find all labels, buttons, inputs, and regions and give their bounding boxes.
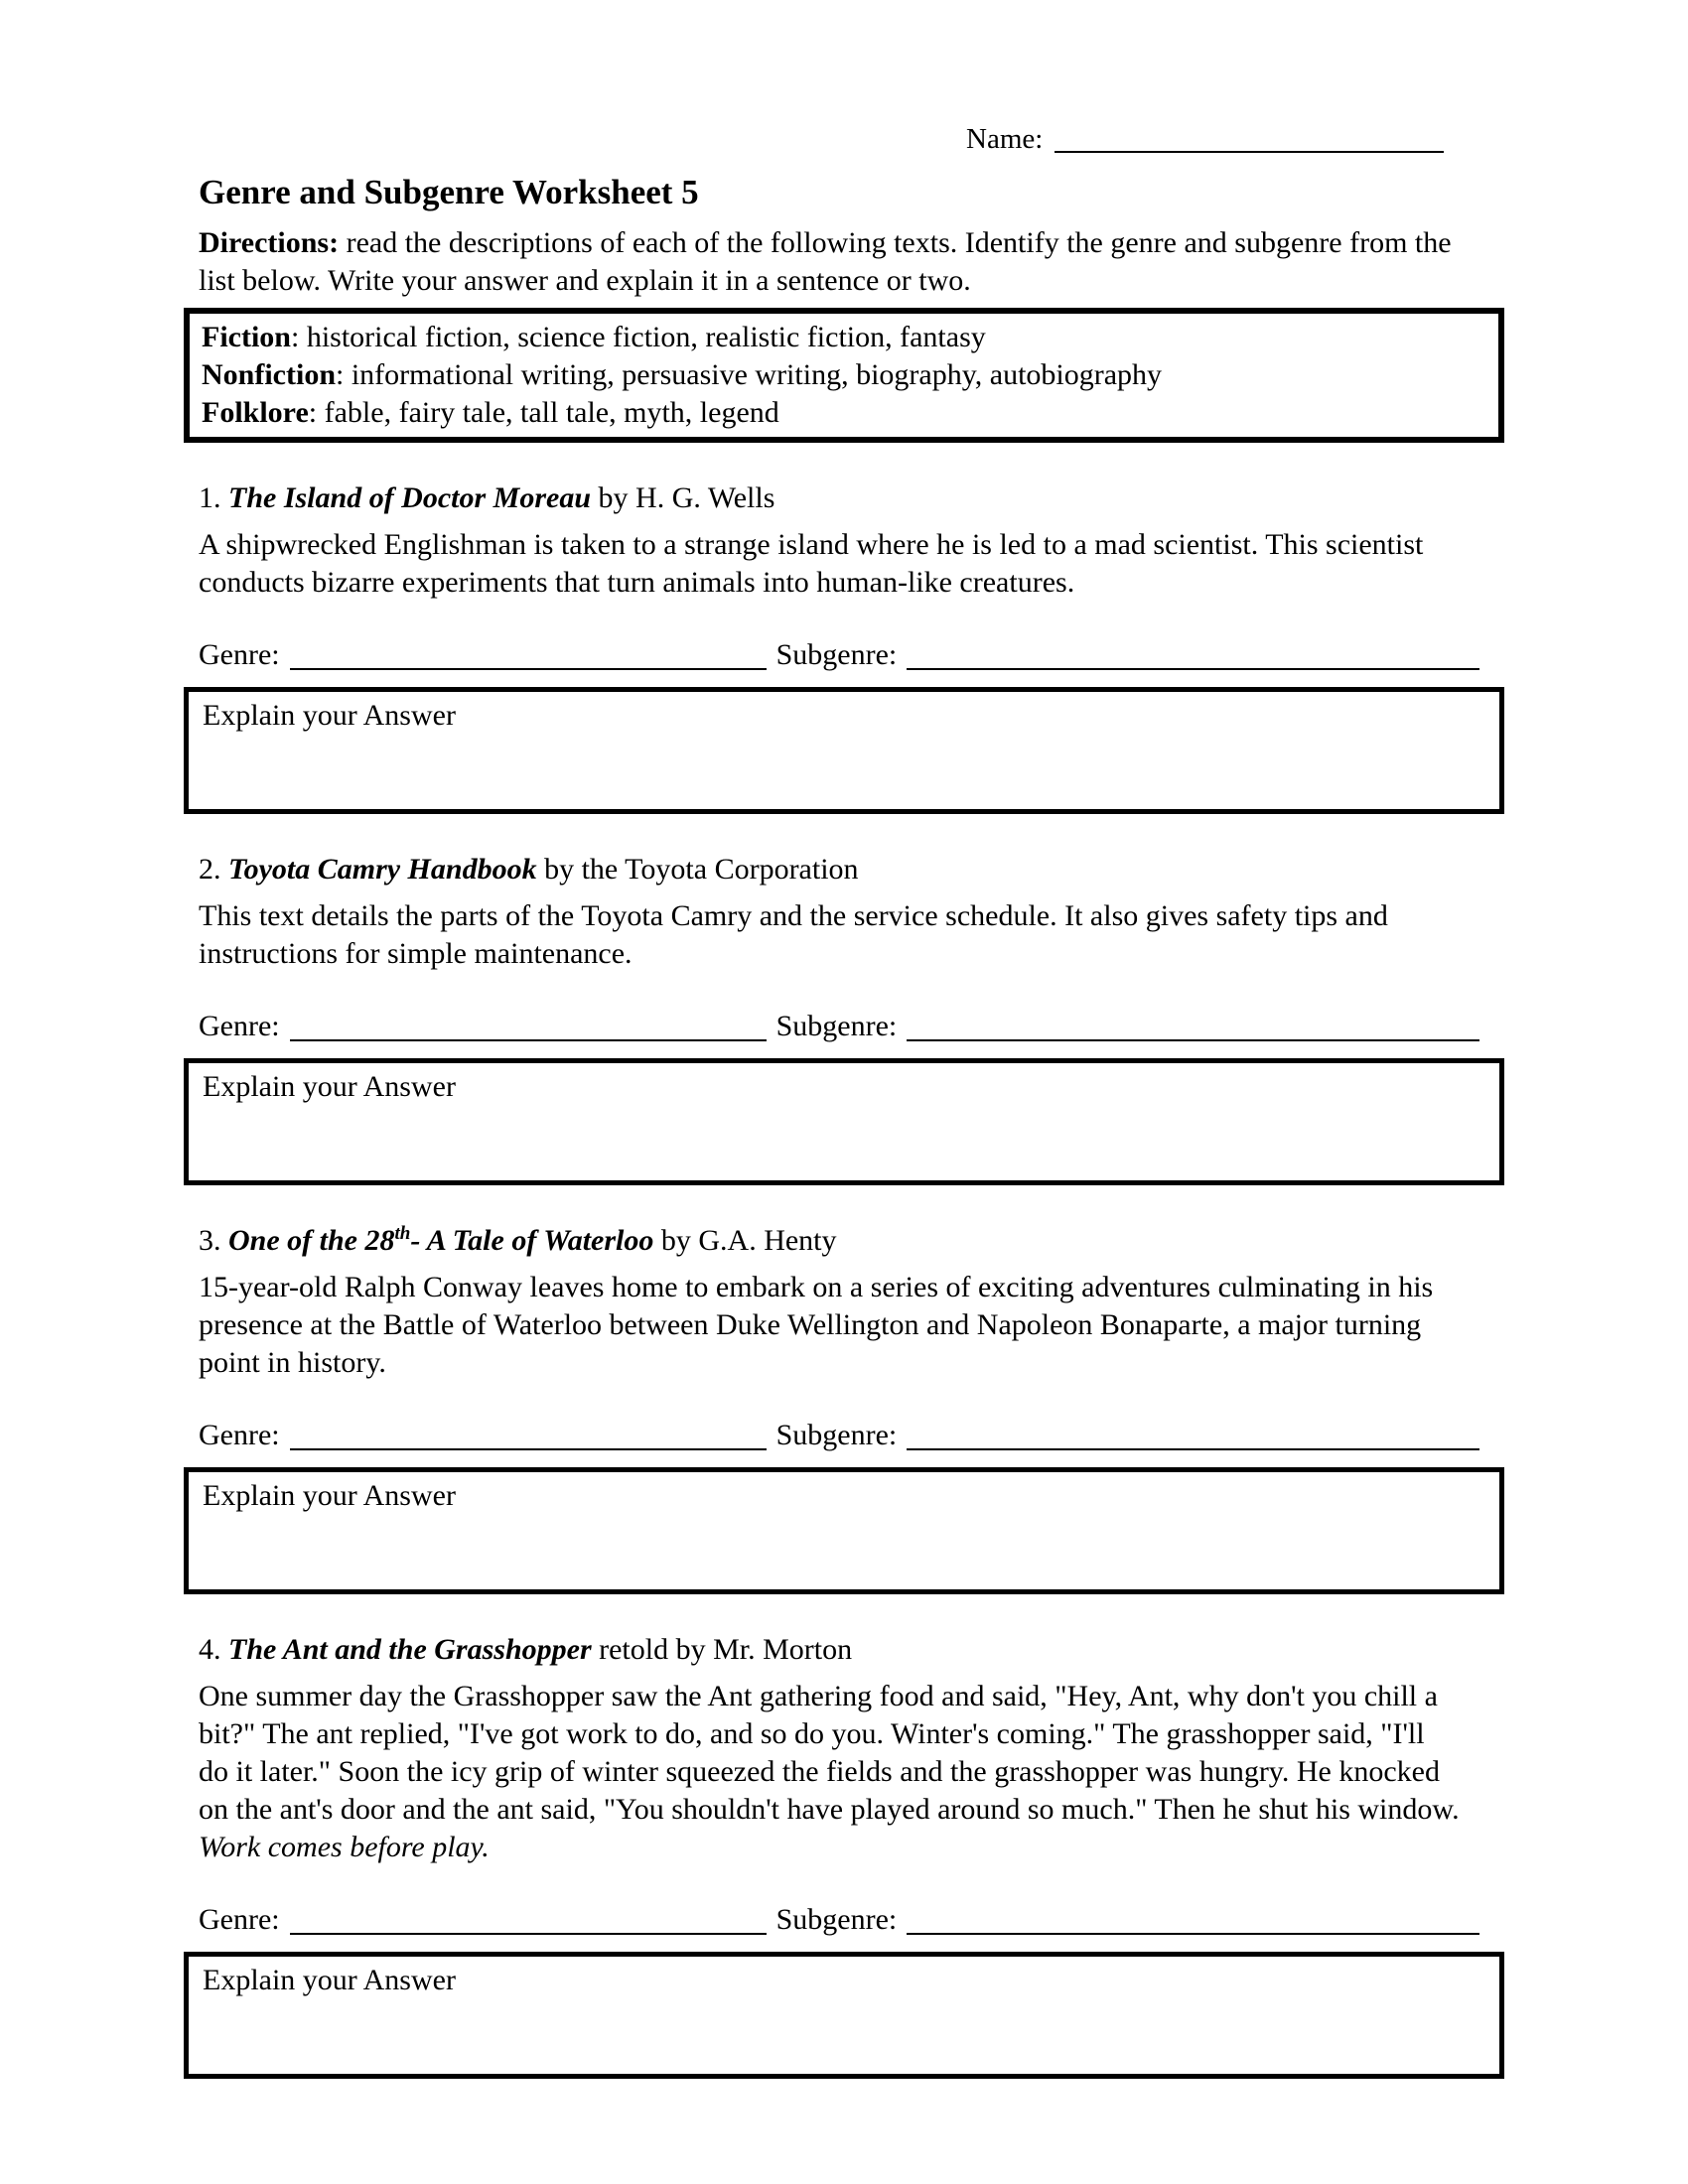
subgenre-label: Subgenre:	[775, 1010, 898, 1042]
question-3-book-title: One of the 28	[228, 1224, 395, 1257]
question-1-title	[184, 478, 1504, 518]
question-3-byline: by G.A. Henty	[653, 1224, 837, 1257]
question-3-description	[184, 1269, 1504, 1382]
question-4-byline: retold by Mr. Morton	[591, 1633, 853, 1666]
worksheet-content	[184, 0, 1504, 2079]
question-1-description-text: A shipwrecked Englishman is taken to a strange island where he is led to a mad scientist. This scientist conducts bizarre experiments that turn animals into human-like creatures.	[199, 528, 1424, 599]
genre-answer-line[interactable]	[290, 1448, 767, 1450]
question-4-explain-box[interactable]	[184, 1952, 1504, 2079]
subgenre-answer-line[interactable]	[907, 1039, 1479, 1041]
question-4-description-text: One summer day the Grasshopper saw the Ant gathering food and said, "Hey, Ant, why don't you chill a bit?" The ant replied, "I've got work to do, and so do you. Winter's coming." The grasshopper said, "I'll do it later." Soon the icy grip of winter squeezed the fields and the grasshopper was hungry. He knocked on the ant's door and the ant said, "You shouldn't have played around so much." Then he shut his window.	[199, 1680, 1460, 1826]
explain-label: Explain your Answer	[203, 1964, 456, 1996]
question-3-answer-row	[184, 1418, 1504, 1453]
genre-box-row-folklore	[202, 394, 1486, 432]
subgenre-answer-line[interactable]	[907, 668, 1479, 670]
question-4-title	[184, 1630, 1504, 1670]
question-3-description-text: 15-year-old Ralph Conway leaves home to embark on a series of exciting adventures culminating in his presence at the Battle of Waterloo between Duke Wellington and Napoleon Bonaparte, a major turning point in history.	[199, 1271, 1434, 1379]
question-2-description-text: This text details the parts of the Toyota Camry and the service schedule. It also gives safety tips and instructions for simple maintenance.	[199, 899, 1388, 970]
question-4	[184, 1630, 1504, 2079]
subgenre-answer-line[interactable]	[907, 1933, 1479, 1935]
genre-answer-line[interactable]	[290, 1039, 767, 1041]
explain-label: Explain your Answer	[203, 699, 456, 732]
genre-reference-box	[184, 308, 1504, 443]
genre-answer-line[interactable]	[290, 668, 767, 670]
question-3-explain-box[interactable]	[184, 1467, 1504, 1594]
name-blank-line[interactable]	[1055, 151, 1444, 153]
question-3-number: 3.	[199, 1224, 228, 1257]
question-2-answer-row	[184, 1009, 1504, 1044]
question-3	[184, 1221, 1504, 1594]
question-4-description-italic: Work comes before play.	[199, 1831, 490, 1863]
question-2-number: 2.	[199, 853, 228, 886]
subgenre-label: Subgenre:	[775, 1419, 898, 1451]
folklore-term: Folklore	[202, 396, 309, 429]
page-title: Genre and Subgenre Worksheet 5	[199, 173, 699, 211]
question-4-description	[184, 1678, 1504, 1866]
question-3-title-superscript: th	[394, 1223, 411, 1244]
question-2-explain-box[interactable]	[184, 1058, 1504, 1185]
genre-label: Genre:	[199, 1419, 280, 1451]
question-1-number: 1.	[199, 481, 228, 514]
genre-box-row-nonfiction	[202, 356, 1486, 394]
directions	[184, 224, 1504, 300]
genre-label: Genre:	[199, 638, 280, 671]
fiction-list: : historical fiction, science fiction, realistic fiction, fantasy	[291, 321, 986, 353]
explain-label: Explain your Answer	[203, 1070, 456, 1103]
folklore-list: : fable, fairy tale, tall tale, myth, legend	[308, 396, 779, 429]
name-row	[966, 121, 1504, 157]
genre-label: Genre:	[199, 1903, 280, 1936]
question-3-book-title-rest: - A Tale of Waterloo	[410, 1224, 654, 1257]
genre-answer-line[interactable]	[290, 1933, 767, 1935]
question-4-answer-row	[184, 1902, 1504, 1938]
question-2-title	[184, 850, 1504, 889]
question-1	[184, 478, 1504, 814]
question-1-explain-box[interactable]	[184, 687, 1504, 814]
question-2-byline: by the Toyota Corporation	[536, 853, 859, 886]
genre-box-row-fiction	[202, 319, 1486, 356]
question-1-book-title: The Island of Doctor Moreau	[228, 481, 592, 514]
subgenre-answer-line[interactable]	[907, 1448, 1479, 1450]
question-2-description	[184, 897, 1504, 973]
explain-label: Explain your Answer	[203, 1479, 456, 1512]
question-1-byline: by H. G. Wells	[591, 481, 775, 514]
nonfiction-term: Nonfiction	[202, 358, 336, 391]
question-2-book-title: Toyota Camry Handbook	[228, 853, 537, 886]
genre-label: Genre:	[199, 1010, 280, 1042]
question-4-number: 4.	[199, 1633, 228, 1666]
question-3-title	[184, 1221, 1504, 1261]
question-1-description	[184, 526, 1504, 602]
fiction-term: Fiction	[202, 321, 291, 353]
directions-text: read the descriptions of each of the following texts. Identify the genre and subgenre from the list below. Write your answer and explain it in a sentence or two.	[199, 226, 1452, 297]
nonfiction-list: : informational writing, persuasive writing, biography, autobiography	[336, 358, 1163, 391]
subgenre-label: Subgenre:	[775, 638, 898, 671]
subgenre-label: Subgenre:	[775, 1903, 898, 1936]
question-2	[184, 850, 1504, 1185]
name-label: Name:	[966, 123, 1044, 155]
question-4-book-title: The Ant and the Grasshopper	[228, 1633, 592, 1666]
directions-label: Directions:	[199, 226, 340, 259]
question-1-answer-row	[184, 637, 1504, 673]
